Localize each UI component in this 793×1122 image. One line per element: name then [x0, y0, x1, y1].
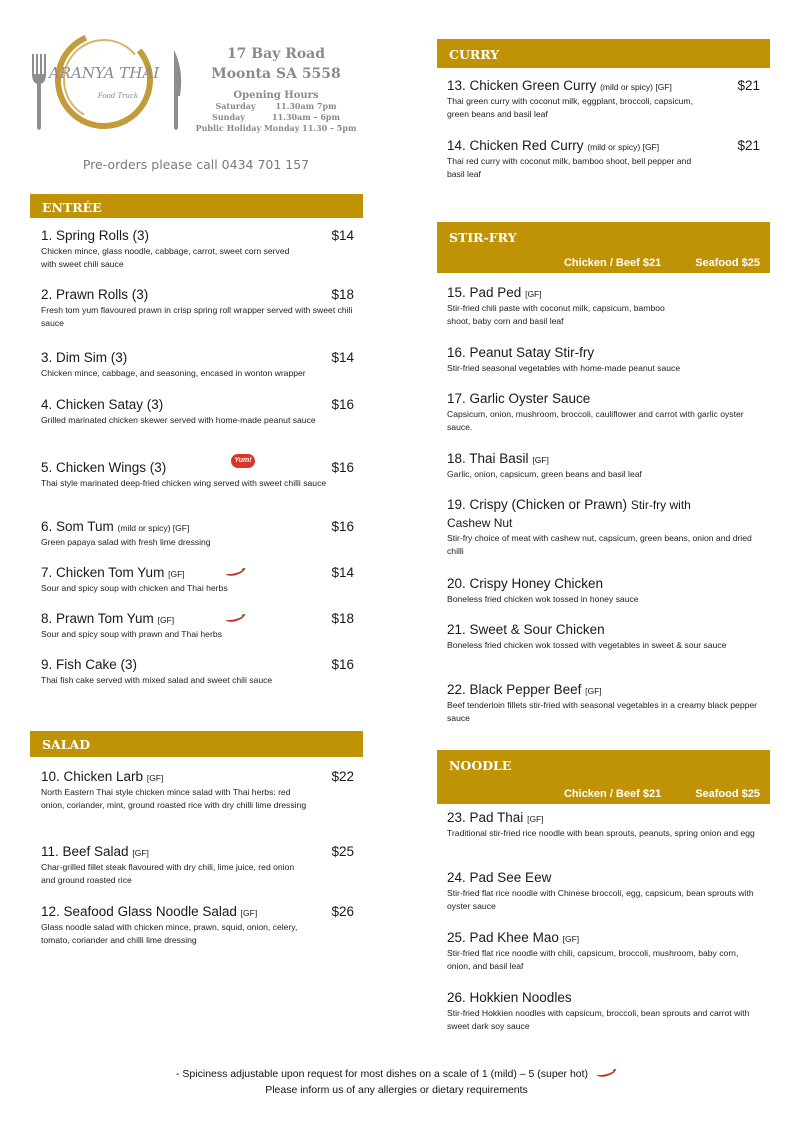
item-desc: North Eastern Thai style chicken mince salad with Thai herbs: red onion, coriander, mint, ground roasted rice with dry chilli lime dressing — [41, 787, 307, 810]
item-name: 18. Thai Basil — [447, 451, 529, 466]
item-desc: Stir-fried seasonal vegetables with home-made peanut sauce — [447, 363, 681, 373]
section-title: ENTRÉE — [42, 200, 102, 215]
item-name: 16. Peanut Satay Stir-fry — [447, 345, 595, 360]
address-line1: 17 Bay Road — [226, 46, 326, 62]
item-name: 12. Seafood Glass Noodle Salad — [41, 904, 237, 919]
item-price: $14 — [331, 565, 354, 580]
item-name: 4. Chicken Satay (3) — [41, 397, 164, 412]
item-desc: Traditional stir-fried rice noodle with bean sprouts, peanuts, spring onion and egg — [447, 828, 755, 838]
menu-item — [447, 451, 760, 481]
item-price: $18 — [331, 287, 354, 302]
item-name: 19. Crispy (Chicken or Prawn) — [447, 497, 628, 512]
item-name: 2. Prawn Rolls (3) — [41, 287, 149, 302]
section-title: CURRY — [449, 47, 500, 62]
item-note: [GF] — [527, 814, 544, 824]
section-bar-noodle — [437, 750, 770, 804]
item-name-row — [447, 810, 760, 825]
menu-item — [447, 682, 760, 725]
hours-title: Opening Hours — [233, 90, 319, 101]
item-name: 9. Fish Cake (3) — [41, 657, 138, 672]
menu-item — [41, 397, 354, 427]
logo-text: ARANYA THAI — [48, 64, 160, 82]
item-name-row — [41, 611, 354, 626]
section-bar-stirfry — [437, 222, 770, 273]
logo — [28, 16, 188, 136]
menu-item — [447, 810, 760, 840]
menu-item — [41, 457, 354, 490]
price-chicken-beef: Chicken / Beef $21 — [563, 788, 662, 800]
preorder-text: Pre-orders please call 0434 701 157 — [82, 157, 310, 172]
item-name: 14. Chicken Red Curry — [447, 138, 584, 153]
item-name: 11. Beef Salad — [41, 844, 129, 859]
section-title: SALAD — [42, 737, 91, 752]
item-desc: Thai fish cake served with mixed salad and sweet chili sauce — [41, 675, 273, 685]
menu-item — [41, 565, 354, 595]
item-desc: Thai style marinated deep-fried chicken wing served with sweet chilli sauce — [41, 478, 327, 488]
item-name: 3. Dim Sim (3) — [41, 350, 128, 365]
item-price: $25 — [331, 844, 354, 859]
menu-item — [41, 769, 354, 812]
menu-item — [447, 870, 760, 913]
menu-item — [447, 497, 760, 558]
price-chicken-beef: Chicken / Beef $21 — [563, 257, 662, 269]
address-line2: Moonta SA 5558 — [211, 66, 341, 82]
item-price: $22 — [331, 769, 354, 784]
menu-item — [447, 930, 760, 973]
item-note: [GF] — [585, 686, 602, 696]
item-name: 1. Spring Rolls (3) — [41, 228, 150, 243]
item-desc: Boneless fried chicken wok tossed in honey sauce — [447, 594, 639, 604]
item-desc: Chicken mince, glass noodle, cabbage, carrot, sweet corn served with sweet chili sauce — [41, 246, 290, 269]
section-title: STIR-FRY — [449, 230, 517, 245]
item-note: [GF] — [525, 289, 542, 299]
item-name: 23. Pad Thai — [447, 810, 524, 825]
item-note: (mild or spicy) [GF] — [587, 142, 660, 152]
section-prices — [530, 257, 760, 269]
item-desc: Chicken mince, cabbage, and seasoning, encased in wonton wrapper — [41, 368, 306, 378]
section-title: NOODLE — [449, 758, 512, 773]
item-desc: Stir-fried flat rice noodle with Chinese broccoli, egg, capsicum, bean sprouts with oyster sauce — [447, 888, 754, 911]
item-price: $16 — [331, 397, 354, 412]
price-seafood: Seafood $25 — [695, 257, 760, 269]
item-name: 10. Chicken Larb — [41, 769, 144, 784]
item-name: 15. Pad Ped — [447, 285, 522, 300]
item-note: [GF] — [168, 569, 185, 579]
item-note: [GF] — [562, 934, 580, 944]
item-desc: Garlic, onion, capsicum, green beans and basil leaf — [447, 469, 642, 479]
item-desc: Green papaya salad with fresh lime dressing — [41, 537, 211, 547]
section-bar-curry — [437, 39, 770, 68]
item-price: $14 — [331, 228, 354, 243]
item-note: [GF] — [157, 615, 175, 625]
menu-item — [41, 287, 354, 330]
menu-item — [41, 844, 354, 887]
item-name: 20. Crispy Honey Chicken — [447, 576, 604, 591]
item-name: 6. Som Tum — [41, 519, 114, 534]
address-block — [196, 44, 356, 134]
item-name: 21. Sweet & Sour Chicken — [447, 622, 605, 637]
footer-allergies: Please inform us of any allergies or dietary requirements — [265, 1084, 528, 1096]
item-name: 22. Black Pepper Beef — [447, 682, 582, 697]
footer-spiciness — [0, 1068, 793, 1080]
item-name: 7. Chicken Tom Yum — [41, 565, 165, 580]
item-name: 5. Chicken Wings (3) — [41, 460, 167, 475]
item-note: [GF] — [132, 848, 149, 858]
item-name-line2: Cashew Nut — [447, 516, 513, 530]
logo-subtext: Food Truck — [97, 92, 139, 100]
item-note: (mild or spicy) [GF] — [117, 523, 190, 533]
item-name-row — [447, 930, 760, 945]
menu-item — [447, 391, 760, 434]
hours-time: 11.30am 7pm — [275, 101, 337, 111]
menu-item — [41, 657, 354, 687]
item-name: 26. Hokkien Noodles — [447, 990, 572, 1005]
item-name-row — [41, 904, 354, 919]
section-prices — [530, 788, 760, 800]
item-name: 24. Pad See Eew — [447, 870, 552, 885]
item-desc: Sour and spicy soup with chicken and Thai herbs — [41, 583, 228, 593]
chili-icon — [224, 568, 246, 578]
yum-badge-icon: Yum! — [231, 454, 255, 468]
item-desc: Grilled marinated chicken skewer served with home-made peanut sauce — [41, 415, 316, 425]
item-desc: Stir-fry choice of meat with cashew nut, capsicum, green beans, onion and dried chilli — [447, 533, 752, 556]
menu-item — [447, 138, 760, 181]
section-bar-entree — [30, 194, 363, 218]
item-price: $14 — [331, 350, 354, 365]
hours-day: Sunday — [212, 112, 245, 122]
item-name-row — [447, 497, 760, 512]
item-name-row — [447, 138, 760, 153]
item-desc: Sour and spicy soup with prawn and Thai herbs — [41, 629, 222, 639]
item-name: 17. Garlic Oyster Sauce — [447, 391, 591, 406]
menu-item — [41, 904, 354, 947]
menu-item — [447, 576, 760, 606]
item-name-row — [447, 78, 760, 93]
chili-icon — [595, 1069, 617, 1079]
item-name-row — [41, 769, 354, 784]
footer-line1: - Spiciness adjustable upon request for most dishes on a scale of 1 (mild) – 5 (super hot) — [176, 1068, 589, 1080]
hours-day: Saturday — [215, 101, 256, 111]
item-name-row — [41, 844, 354, 859]
item-desc: Capsicum, onion, mushroom, broccoli, cauliflower and carrot with garlic oyster sauce. — [447, 409, 744, 432]
item-note: [GF] — [240, 908, 258, 918]
chili-icon — [224, 614, 246, 624]
hours-sunday — [196, 112, 356, 123]
section-bar-salad — [30, 731, 363, 757]
item-note: (mild or spicy) [GF] — [600, 82, 672, 92]
item-desc: Stir-fried flat rice noodle with chili, capsicum, broccoli, mushroom, baby corn, onion, and basil leaf — [447, 948, 739, 971]
item-price: $16 — [331, 519, 354, 534]
item-name-row — [41, 565, 354, 580]
item-desc: Glass noodle salad with chicken mince, prawn, squid, onion, celery, tomato, coriander and chilli lime dressing — [41, 922, 298, 945]
menu-item — [447, 285, 760, 328]
menu-item — [41, 228, 354, 271]
item-desc: Boneless fried chicken wok tossed with vegetables in sweet & sour sauce — [447, 640, 727, 650]
item-name-row — [447, 682, 760, 697]
item-name: 13. Chicken Green Curry — [447, 78, 597, 93]
item-note: [GF] — [532, 455, 549, 465]
item-desc: Beef tenderloin fillets stir-fried with seasonal vegetables in a creamy black pepper sauce — [447, 700, 758, 723]
hours-holiday: Public Holiday Monday 11.30 – 5pm — [195, 123, 357, 133]
item-price: $21 — [737, 78, 760, 93]
item-desc: Stir-fried Hokkien noodles with capsicum, broccoli, bean sprouts and carrot with sweet dark soy sauce — [447, 1008, 750, 1031]
item-name: 25. Pad Khee Mao — [447, 930, 559, 945]
menu-item — [447, 78, 760, 121]
item-name-extra: Stir-fry with — [630, 498, 691, 512]
menu-item — [41, 519, 354, 549]
hours-time: 11.30am – 6pm — [272, 112, 340, 122]
item-note: [GF] — [146, 773, 164, 783]
item-price: $16 — [331, 460, 354, 475]
menu-item — [447, 345, 760, 375]
item-name-row — [447, 285, 760, 300]
menu-item — [41, 350, 354, 380]
menu-item — [447, 622, 760, 652]
logo-graphic — [28, 16, 188, 136]
item-desc: Thai green curry with coconut milk, eggplant, broccoli, capsicum, green beans and basil leaf — [447, 96, 693, 119]
item-desc: Stir-fried chili paste with coconut milk, capsicum, bamboo shoot, baby corn and basil leaf — [447, 303, 665, 326]
item-name-row — [41, 519, 354, 534]
item-name-row — [447, 451, 760, 466]
item-price: $26 — [331, 904, 354, 919]
item-price: $16 — [331, 657, 354, 672]
item-price: $18 — [331, 611, 354, 626]
item-desc: Fresh tom yum flavoured prawn in crisp spring roll wrapper served with sweet chili sauce — [41, 305, 353, 328]
hours-saturday — [196, 101, 356, 112]
item-desc: Thai red curry with coconut milk, bamboo shoot, bell pepper and basil leaf — [447, 156, 692, 179]
menu-item — [447, 990, 760, 1033]
price-seafood: Seafood $25 — [695, 788, 760, 800]
item-name: 8. Prawn Tom Yum — [41, 611, 154, 626]
item-desc: Char-grilled fillet steak flavoured with dry chili, lime juice, red onion and ground roasted rice — [41, 862, 295, 885]
item-price: $21 — [737, 138, 760, 153]
menu-item — [41, 611, 354, 641]
